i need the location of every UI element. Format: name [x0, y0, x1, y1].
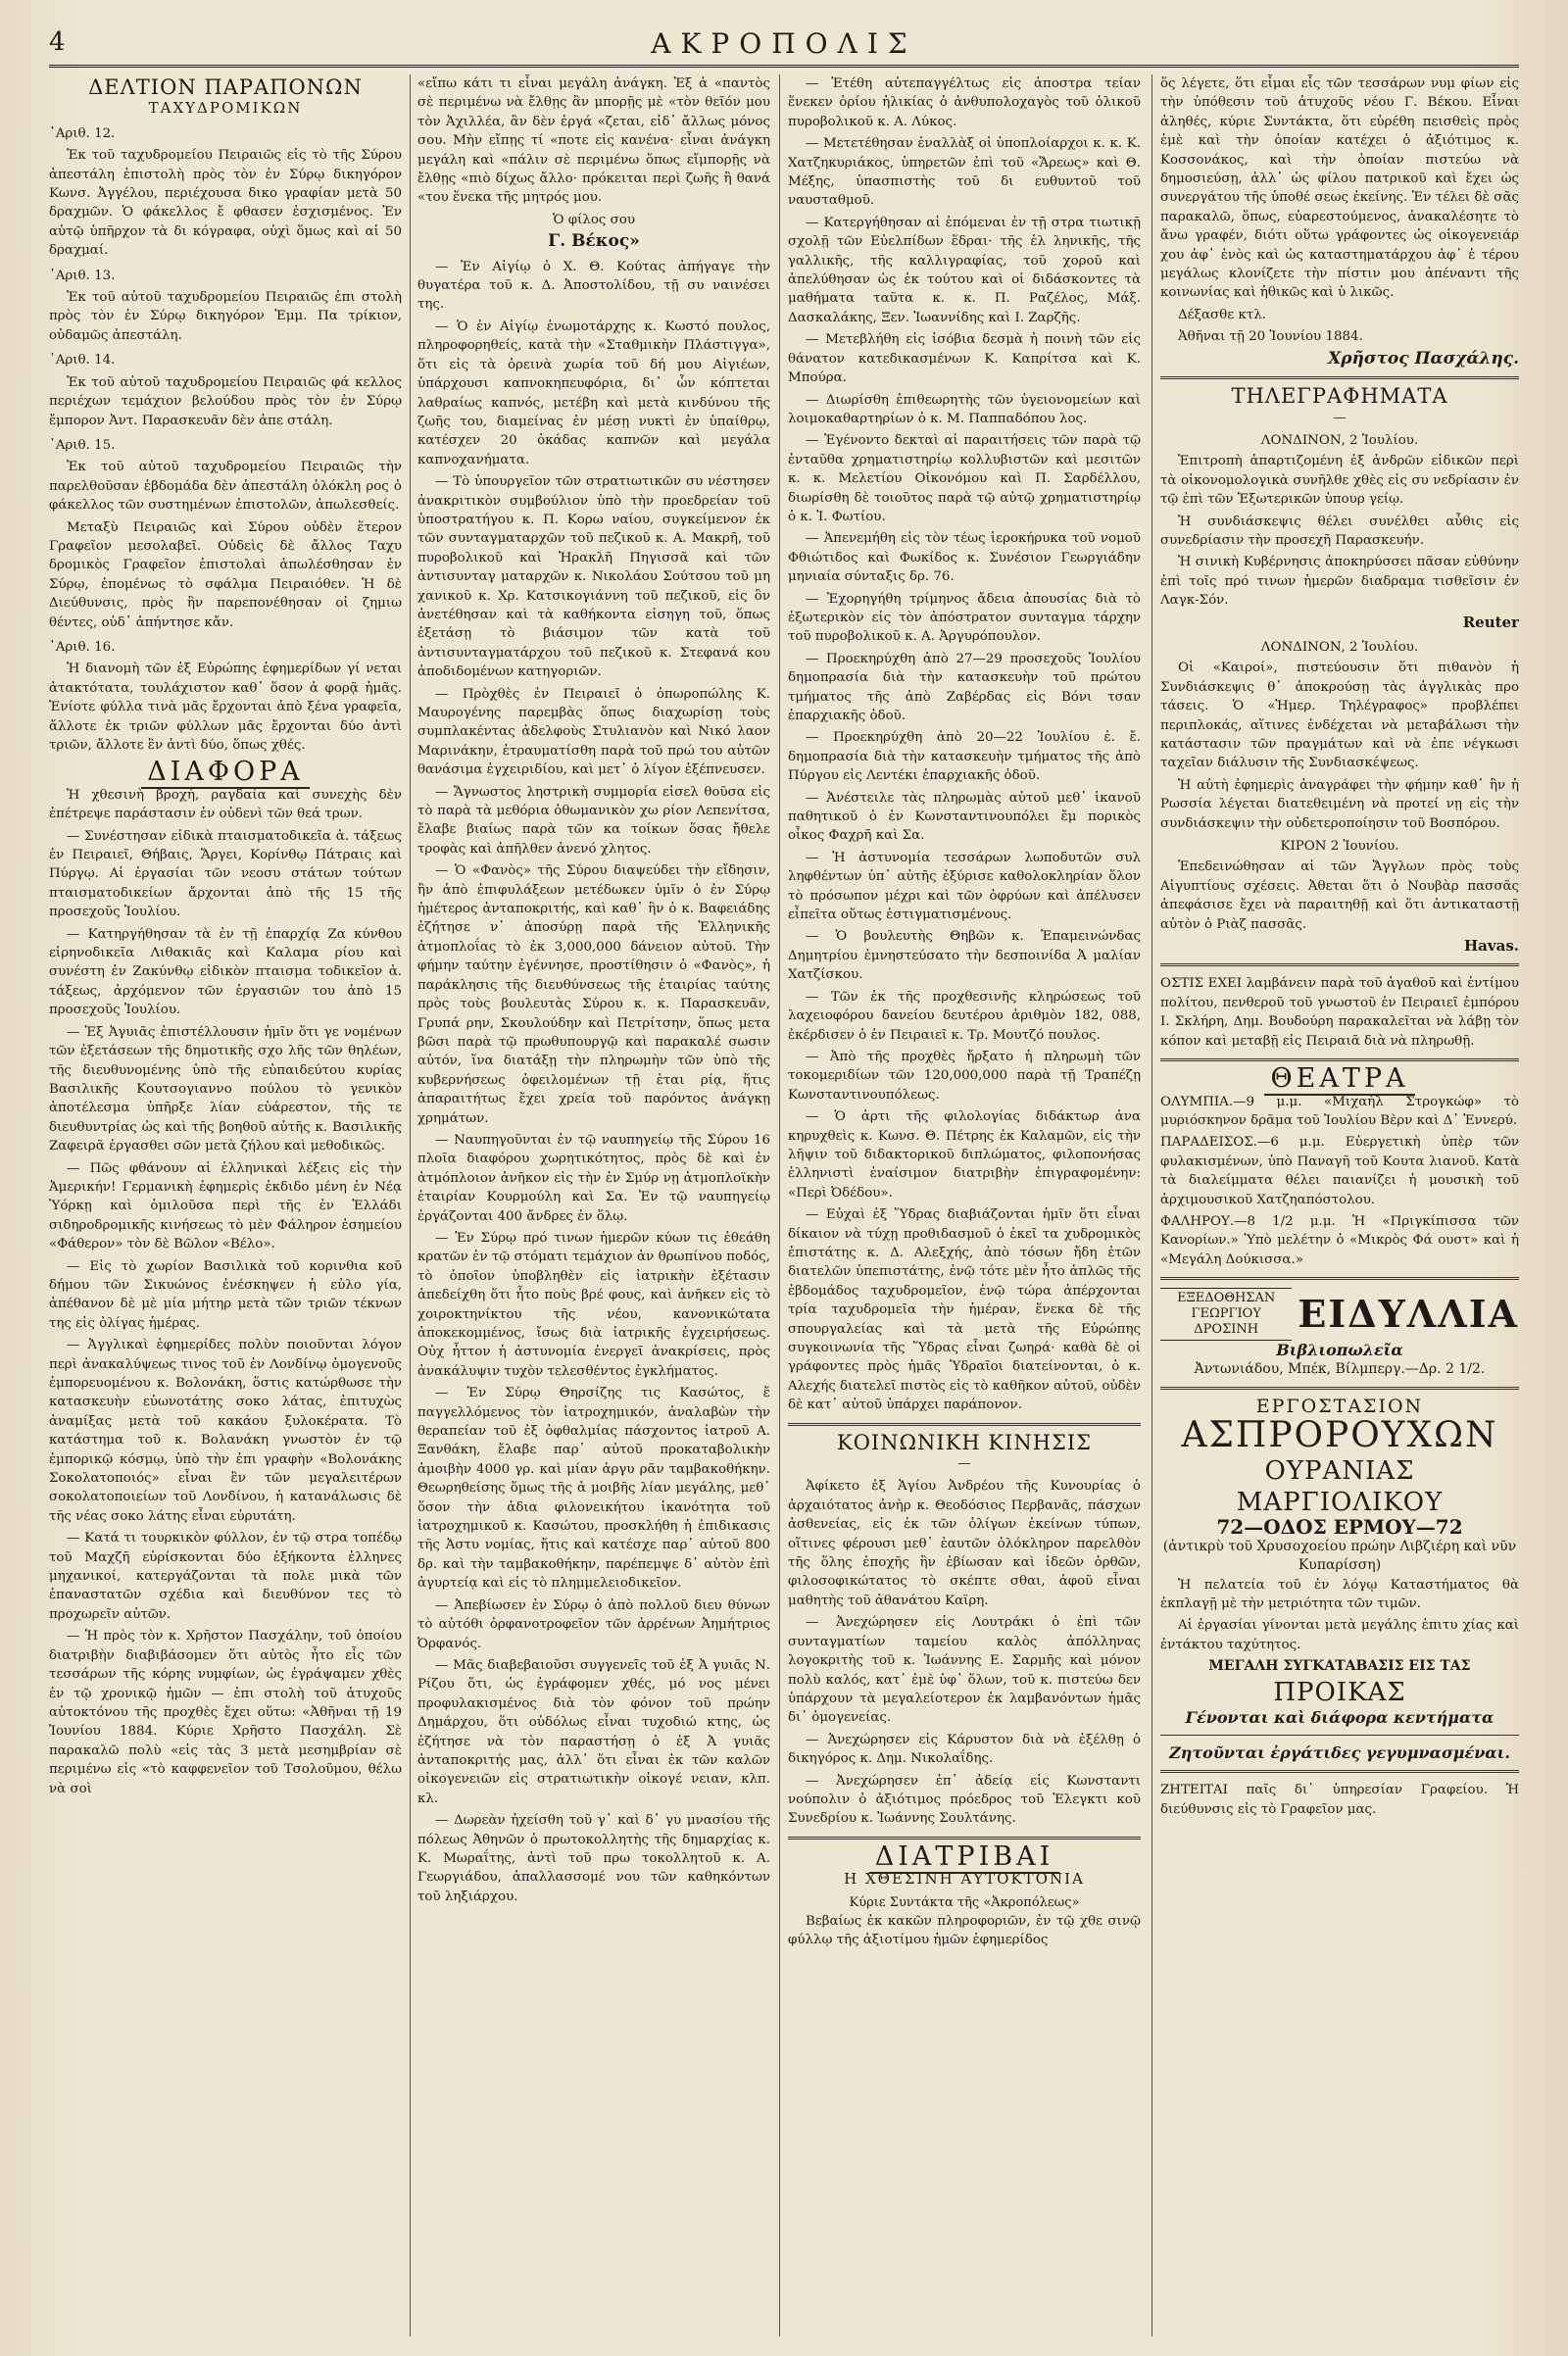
news-item: — Ὁ ἀρτι τῆς φιλολογίας διδάκτωρ ἀνα κηρυχθεὶς κ. Κωνσ. Θ. Πέτρης ἐκ Καλαμῶν, εἰς τὴν λῆψιν τοῦ διδακτορικοῦ διπλώματος, φιλοπονήσας ἑλληνιστὶ ἐναίσιμον διατριβὴν ἐπιγραφομένην: «Περὶ Ὀδέδου».: [788, 1109, 1141, 1201]
section-rule: [1160, 963, 1519, 966]
column-divider: [410, 74, 411, 2336]
social-item: — Ἀνεχώρησεν εἰς Κάρυστον διὰ νὰ ἐξέλθῃ ὁ δικηγόρος κ. Δημ. Νικολαΐδης.: [788, 1732, 1141, 1767]
telegram-text: Ἡ αὐτὴ ἐφημερὶς ἀναγράφει τὴν φήμην καθ᾿ ἣν ἡ Ρωσσία λέγεται διατεθειμένη νὰ προτεί νῃ εἰς τὴν συνδιάσκεψιν τὴν οὐδετεροποίησιν τοῦ Βοσπόρου.: [1160, 777, 1519, 831]
top-rule: [49, 65, 1519, 72]
telegraph-heading: ΤΗΛΕΓΡΑΦΗΜΑΤΑ: [1231, 384, 1448, 409]
news-item: — Ἐχορηγήθη τρίμηνος ἄδεια ἀπουσίας διὰ τὸ ἐξωτερικὸν εἰς τὸν ἀπόστρατον συνταγμα τάρχην τοῦ πυροβολικοῦ κ. Α. Ἀργυρόπουλον.: [788, 591, 1141, 645]
news-item: — Κατά τι τουρκικὸν φύλλον, ἐν τῷ στρα τοπέδῳ τοῦ Μαχζῆ εὑρίσκονται δύο ἑξήκοντα ἑλληνες μηχανικοί, κατεργάζονται τὰ πολε μικὰ τῶν ἐπαναστατῶν σχέδια καὶ διευθύνον τες τὸ προχωρεῖν αὐτῶν.: [49, 1531, 402, 1622]
theatre-listing: ΟΛΥΜΠΙΑ.—9 μ.μ. «Μιχαὴλ Στρογκώφ» τὸ μυριόσκηνον δρᾶμα τοῦ Ἰουλίου Βὲρν καὶ Δ᾿ Ἐννερύ.: [1160, 1094, 1519, 1128]
factory-advertisement: [1160, 1395, 1519, 1763]
column-2: [417, 74, 770, 2336]
theatre-heading: ΘΕΑΤΡΑ: [1160, 1069, 1519, 1088]
diatribai-text: Βεβαίως ἐκ κακῶν πληροφοριῶν, ἐν τῷ χθε σινῷ φύλλῳ τῆς ἀξιοτίμου ἡμῶν ἐφημερίδος: [788, 1913, 1141, 1948]
column-3: [788, 74, 1141, 2336]
diatribai-heading: ΔΙΑΤΡΙΒΑΙ: [788, 1847, 1141, 1866]
telegram-dateline: ΛΟΝΔΙΝΟΝ, 2 Ἰουλίου.: [1260, 639, 1419, 655]
news-item: — Ἐν Σύρῳ πρό τινων ἡμερῶν κύων τις ἐθεάθη κρατῶν ἐν τῷ στόματι τεμάχιον ἀν θρωπίνου ποδός, τὸ ὁποῖον ὑποβληθὲν εἰς ἰατρικὴν ἐξέτασιν ἀπεδείχθη ὅτι ἦτο ποὺς βρέ φους, καὶ ἀνῆκεν εἰς τὸ χοιροκτηνίκτου τῆς νέου, κανονικώτατα ἀποκεκομμένος, ἴσως διὰ ἰατρικῆς ἐγχειρήσεως. Οὐχ ἧττον ἡ ἀστυνομία ἐνεργεῖ ἀνακρίσεις, πρὸς ἀνακάλυψιν τυχὸν τελεσθέντος ἐγκλήματος.: [417, 1230, 770, 1379]
news-item: — Ὁ βουλευτὴς Θηβῶν κ. Ἐπαμεινώνδας Δημητρίου ἐμνηστεύσατο τὴν δεσποινίδα Ἀ μαλίαν Χατζίσκου.: [788, 929, 1141, 983]
wanted-notice: ΖΗΤΕΙΤΑΙ παῖς δι᾿ ὑπηρεσίαν Γραφείου. Ἡ διεύθυνσις εἰς τὸ Γραφεῖον μας.: [1160, 1783, 1519, 1817]
news-item: — Τῶν ἐκ τῆς προχθεσινῆς κληρώσεως τοῦ λαχειοφόρου δανείου δευτέρου ἀριθμὸν 182, 088, ἐκέρδισεν ὁ ἐν Πειραιεῖ κ. Τρ. Μουτζό πουλος.: [788, 989, 1141, 1043]
diatribai-addressee: Κύριε Συντάκτα τῆς «Ἀκροπόλεως»: [849, 1894, 1080, 1910]
news-item: — Ἐγένοντο δεκταὶ αἱ παραιτήσεις τῶν παρὰ τῷ ἐνταῦθα χρηματιστηρίῳ κολλυβιστῶν καὶ μεσιτῶν κ. κ. Μελετίου Οἰκονόμου καὶ Π. Σαρδέλλου, διωρίσθη δὲ τοιοῦτος παρὰ τῷ αὐτῷ χρηματιστηρίῳ ὁ κ. Ἰ. Φωτίου.: [788, 433, 1141, 524]
complaint-text: Ἐκ τοῦ ταχυδρομείου Πειραιῶς εἰς τὸ τῆς Σύρου ἀπεστάλη ἐπιστολὴ πρὸς τὸν ἐν Σύρῳ δικηγόρον Κωνσ. Ἀγγέλου, περιέχουσα δικο γραφίαν μετὰ 50 δραχμῶν. Ὁ φάκελλος ἔ φθασεν ἐσχισμένος. Ἐν αὐτῷ ὑπῆρχον τὰ δι κόγραφα, οὐχὶ ὅμως καὶ αἱ 50 δραχμαί.: [49, 148, 402, 259]
news-item: — Ἐτέθη αὐτεπαγγέλτως εἰς ἀποστρα τείαν ἕνεκεν ὁρίου ἡλικίας ὁ ἀνθυπολοχαγὸς τοῦ ὁλικοῦ πυροβολικοῦ κ. Α. Λύκος.: [788, 76, 1141, 129]
news-item: — Πῶς φθάνουν αἱ ἑλληνικαὶ λέξεις εἰς τὴν Ἀμερικήν! Γερμανικὴ ἐφημερὶς ἐκδιδο μένη ἐν Νέᾳ Ὑόρκῃ καὶ ὁμιλοῦσα περὶ τῆς ἐν Ἑλλάδι σιδηροδρομικῆς κινήσεως τὸ μὲν Φάληρον ἐσημείου «Φάθερον» τὸν δὲ Βῶλον «Βέλο».: [49, 1160, 402, 1252]
news-item: — Ἀπὸ τῆς προχθὲς ἤρξατο ἡ πληρωμὴ τῶν τοκομεριδίων τῶν 120,000,000 παρὰ τῇ Τραπέζῃ Κωνσταντινουπόλεως.: [788, 1049, 1141, 1103]
news-item: — Ἀγγλικαὶ ἐφημερίδες πολὺν ποιοῦνται λόγον περὶ ἀνακαλύψεως τινος τοῦ ἐν Λονδίνῳ ὁμογενοῦς ἐμπορευομένου κ. Βολονάκη, ὅστις κατώρθωσε τὴν κατασκευὴν εὐωνοτάτης σοκο λάτας, ἐπιτυχὼς ἀναμίξας μετὰ τοῦ κακάου ξυλοκέρατα. Τὸ κατάστημα τοῦ κ. Βολανάκη γνωστὸν ἐν τῷ ἐμπορικῷ κόσμῳ, ὑπὸ τὴν ἐπι γραφὴν «Βολονάκης Σοκολατοποιός» εἶναι ἓν τῶν μεγαλειτέρων σοκολατοποιείων τοῦ Λονδίνου, ἡ κατανάλωσις δὲ τῆς νέας σοκο λάτης εἶναι εὐρυτάτη.: [49, 1338, 402, 1524]
letter-date: Ἀθῆναι τῇ 20 Ἰουνίου 1884.: [1178, 329, 1363, 345]
news-item: — Μετεβλήθη εἰς ἰσόβια δεσμὰ ἡ ποινὴ τῶν εἰς θάνατον κατεδικασμένων Κ. Καπρίτσα καὶ Κ. Μπούρα.: [788, 332, 1141, 386]
dash-ornament: —: [957, 1456, 971, 1472]
factory-ad-text2: Αἱ ἐργασίαι γίνονται μετὰ μεγάλης ἐπιτυ χίας καὶ ἐντάκτου ταχύτητος.: [1160, 1618, 1519, 1652]
section-rule: [788, 1837, 1141, 1840]
news-item: — Διωρίσθη ἐπιθεωρητὴς τῶν ὑγειονομείων καὶ λοιμοκαθαρτηρίων ὁ κ. Μ. Παππαδόπου λος.: [788, 392, 1141, 426]
section-rule: [788, 1423, 1141, 1426]
letter-closing: Ὁ φίλος σου: [552, 212, 636, 227]
publisher-ad-title: ΕΙΔΥΛΛΙΑ: [1298, 1292, 1519, 1337]
complaint-number: ᾿Αριθ. 13.: [49, 268, 116, 283]
factory-ad-line2: ΑΣΠΡΟΡΟΥΧΩΝ: [1181, 1415, 1498, 1456]
publisher-advertisement: [1160, 1288, 1519, 1379]
news-item: — Μᾶς διαβεβαιοῦσι συγγενεῖς τοῦ ἐξ Ἀ γυιᾶς Ν. Ρίζου ὅτι, ὡς ἐγράφομεν χθές, μό νος μένει προφυλακισμένος διὰ τὸν φόνον τοῦ πρώην Δημάρχου, ὅτι οὐδόλως εἶναι τυχοδιώ κτης, ὡς ἐζήτησε νὰ τὸν παραστήσῃ ὁ ἐξ Ἀ γυιᾶς ἀνταποκριτής μας, ἀλλ᾿ ὅτι εἶναι ἐκ τῶν καλῶν οἰκογενειῶν εἰς στρατιωτικὴν οἰκογέ νειαν, κλπ. κλ.: [417, 1657, 770, 1806]
theatre-listing: ΦΑΛΗΡΟΥ.—8 1/2 μ.μ. Ἡ «Πριγκίπισσα τῶν Κανορίων.» Ὑπὸ μελέτην ὁ «Μικρὸς Φά ουστ» καὶ ἡ «Μεγάλη Δούκισσα.»: [1160, 1213, 1519, 1267]
complaint-number: ᾿Αριθ. 14.: [49, 353, 116, 368]
column-divider: [779, 74, 780, 2336]
telegram-text: Ἐπιτροπὴ ἀπαρτιζομένη ἐξ ἀνδρῶν εἰδικῶν περὶ τὰ οἰκονομολογικὰ συνῆλθε χθὲς εἰς συ νεδρίασιν ἐν τῷ ἐπὶ τῶν Ἐξωτερικῶν ὑπουρ γείῳ.: [1160, 454, 1519, 508]
letter-text: «εἴπω κάτι τι εἶναι μεγάλη ἀνάγκη. Ἐξ ἀ «παντὸς σὲ περιμένω νὰ ἔλθῃς ἂν μπορῇς μὲ «τὸν θεῖόν μου τὸν Ἀχιλλέα, ἂν δὲν ἐργά «ζεται, εἰδ᾿ ἄλλως μόνος σου. Μὴν εἴπῃς τί «ποτε εἰς κανένα· εἶναι ἀνάγκη μεγάλη καὶ «πάλιν σὲ περιμένω ὅπως εἴμπορῇς νὰ ἔλθῃς «πιὸ δίχως ἄλλο· πρόκειται περὶ ζωῆς ἢ θανά «του ἕνεκα τῆς μητρός μου.: [417, 76, 770, 206]
factory-ad-line4: ΜΕΓΑΛΗ ΣΥΓΚΑΤΑΒΑΣΙΣ ΕΙΣ ΤΑΣ: [1208, 1658, 1471, 1675]
telegram-text: Ἐπεδεινώθησαν αἱ τῶν Ἄγγλων πρὸς τοὺς Αἰγυπτίους σχέσεις. Ἀθεται ὅτι ὁ Νουβὰρ πασσᾶς ἀπεφάσισε ἔχει νὰ παραιτηθῇ καὶ ὅτι ἀντικαταστῇ αὐτὸν ὁ Ριὰζ πασσᾶς.: [1160, 859, 1519, 932]
letter-text: ὅς λέγετε, ὅτι εἶμαι εἷς τῶν τεσσάρων νυμ φίων εἰς τὴν ὑπόθεσιν τοῦ ἀτυχοῦς νέου Γ. Βέκου. Εἶναι ἀληθές, κύριε Συντάκτα, ὅτι εὑρέθη πεισθεὶς πρὸς ἐμὲ καὶ τὴν ὁποίαν κατέχει ὁ ἀξιότιμος κ. Κοσσονάκος, καὶ τὴν ὁποίαν πιστεύω νὰ δημοσιεύσῃ, ἀλλ᾿ ὡς φίλου πατρικοῦ καὶ ἔχει ὡς συνεργάτου τῆς ὑποθέ σεως ἐκείνης. Ἐν τέλει δὲ σᾶς παρακαλῶ, ὅπως, εὐαρεστούμενος, ἀνακαλέσητε τὸ ἄνω γραφέν, διότι οὕτω γράφοντες ὡς οἰκογενειάρ χου ἀφ᾿ ἑνὸς καὶ ὡς καταστηματάρχου ἀφ᾿ ἑ τέρου μεγάλως κλονίζετε τὴν πίστιν μου ἀπέναντι τῆς κοινωνίας καὶ ἠθικῶς καὶ ὑ λικῶς.: [1160, 76, 1519, 301]
news-item: — Ὁ «Φανὸς» τῆς Σύρου διαψεύδει τὴν εἴδησιν, ἣν ἀπὸ ἐπιφυλάξεων μετέδωκεν ὑμῖν ὁ ἐν Σύρῳ ἡμέτερος ἀνταποκριτής, καὶ καθ᾿ ἣν ὁ κ. Βαφειάδης ἐζήτησε ν᾿ ἀποσύρῃ παρὰ τῆς Ἑλληνικῆς ἀτμοπλοΐας τὸ ἐκ 3,000,000 δάνειον αὐτοῦ. Τὴν φήμην ταύτην ἐγέννησε, προστίθησιν ὁ «Φανὸς», ἡ παράκλησις τῆς διευθύνσεως τῆς ἑταιρίας ταύτης πρὸς τοὺς βουλευτὰς Σύρου κ. κ. Παρασκευᾶν, Γρυπά ρην, Σκουλούδην καὶ Πετρίτσην, ὅπως μετα βῶσι παρὰ τῷ πρωθυπουργῷ καὶ παρακαλέ σωσιν αὐτόν, ἵνα διατάξῃ τὴν πληρωμὴν τῶν ὑπὸ τῆς κυβερνήσεως ὀφειλομένων τῇ ἑται ρίᾳ, ἥτις ἀπαραιτήτως ἔχει χρεία τοῦ παρόντος ἀνάγκῃ χρημάτων.: [417, 863, 770, 1126]
news-item: — Τὸ ὑπουργεῖον τῶν στρατιωτικῶν συ νέστησεν ἀνακριτικὸν συμβούλιον ὑπὸ τὴν προεδρείαν τοῦ ὑποστρατήγου κ. Π. Κορω ναίου, συγκείμενον ἐκ τῶν συνταγματαρχῶν τοῦ πεζικοῦ κ. Α. Μακρῆ, τοῦ πυροβολικοῦ καὶ Ἡρακλῆ Πηγισσᾶ καὶ τῶν ἀντισυνταγ ματαρχῶν κ. Νικολάου Σούτσου τοῦ μη χανικοῦ κ. Χρ. Κατσικογιάννη τοῦ πεζικοῦ, εἰς ὃν ἀνετέθησαν καὶ τὰ καθήκοντα εἰσηγη τοῦ, ὅπως ἐξετάσῃ τὸ βιάσιμον τῶν κατὰ τοῦ ἀντισυνταγματάρχου τοῦ πεζικοῦ κ. Στεφανά κου ἀποδιδομένων κατηγοριῶν.: [417, 474, 770, 680]
newspaper-title: ΑΚΡΟΠΟΛΙΣ: [651, 27, 917, 60]
news-item: — Κατεργήθησαν αἱ ἑπόμεναι ἐν τῇ στρα τιωτικῇ σχολῇ τῶν Εὐελπίδων ἕδραι· τῆς ἑλ ληνικῆς, τῆς γαλλικῆς, τῆς καλλιγραφίας, τοῦ χοροῦ καὶ ἀπελύθησαν ὡς ἐκ τούτου καὶ οἱ διδάσκοντες τὰ μαθήματα ταῦτα κ. κ. Π. Ραζέλος, Μάξ. Δασκαλάκης, Ξεν. Ἰωαννίδης καὶ Ι. Ζαρζῆς.: [788, 215, 1141, 325]
news-item: — Ἄγνωστος ληστρικὴ συμμορία εἰσελ θοῦσα εἰς τὸ παρὰ τὰ μεθόρια ὀθωμανικὸν χω ρίον Λεπενίτσα, ἔλαβε βιαίως παρὰ τῶν κα τοίκων ὅσας ἤθελε τροφὰς καὶ ἀπῆλθεν ἀνενό χλητος.: [417, 784, 770, 857]
telegram-text: Ἡ συνδιάσκεψις θέλει συνέλθει αὖθις εἰς συνεδρίασιν τὴν προσεχῆ Παρασκευήν.: [1160, 514, 1519, 548]
factory-ad-line1: ΕΡΓΟΣΤΑΣΙΟΝ: [1255, 1395, 1424, 1417]
masthead: [49, 27, 1519, 63]
telegram-source: Havas.: [1464, 937, 1519, 956]
theatre-listing: ΠΑΡΑΔΕΙΣΟΣ.—6 μ.μ. Εὐεργετικὴ ὑπὲρ τῶν φυλακισμένων, ὑπὸ Παναγῆ τοῦ Κουτα λιανοῦ. Κατὰ τὰ διαλείμματα θέλει παιανίζει ἡ μουσικὴ τοῦ ἀρχιμουσικοῦ Χατζηαπόστολου.: [1160, 1135, 1519, 1207]
diatribai-title: Η ΧΘΕΣΙΝΗ ΑΥΤΟΚΤΟΝΙΑ: [844, 1870, 1085, 1889]
factory-ad-line5: ΠΡΟΙΚΑΣ: [1273, 1677, 1406, 1707]
social-item: Ἀφίκετο ἐξ Ἁγίου Ἀνδρέου τῆς Κυνουρίας ὁ ἀρχαιότατος ἀνὴρ κ. Θεοδόσιος Περβανᾶς, πάσχων ἀσθενείας, εἰς ἐκ τῶν ὀλίγων ἐκείνων τύπων, οἵτινες φέρουσι μεθ᾿ ἑαυτῶν ὁλόκληρον παρελθὸν τῆς ὅλης ἐποχῆς ἣν ἐβίωσαν καὶ ἰδεῶν ὁρθῶν, φιλοσοφικώτατος τὸ σκέπτε σθαι, ἀφοῦ εἶναι μαθητὴς τοῦ ἀθανάτου Καϊρη.: [788, 1479, 1141, 1608]
telegram-text: Ἡ σινικὴ Κυβέρνησις ἀποκηρύσσει πᾶσαν εὐθύνην ἐπὶ τοῖς πρό τινων ἡμερῶν διαδραμα τισθεῖσιν ἐν Λαγκ-Σόν.: [1160, 555, 1519, 609]
news-item: — Μετετέθησαν ἐναλλὰξ οἱ ὑποπλοίαρχοι κ. κ. Κ. Χατζηκυριάκος, ὑπηρετῶν ἐπὶ τοῦ «Ἄρεως» καὶ Θ. Μέξης, ὑπασπιστὴς τοῦ δι ευθυντοῦ τοῦ ναυσταθμοῦ.: [788, 136, 1141, 209]
news-item: — Ὁ ἐν Αἰγίῳ ἐνωμοτάρχης κ. Κωστό πουλος, πληροφορηθείς, κατὰ τὴν «Σταθμικὴν Πλάστιγγα», ὅτι εἰς τὰ ὀρεινὰ χωρία τοῦ δή μου Αἰγιέων, ὑπάρχουσι καπνοκηπευφόρια, δι᾿ ὧν κόπτεται λαθραίως καπνός, μετέβη καὶ μετὰ κινδύνου τῆς ζωῆς του, διαμείνας ἐν μέσῃ νυκτὶ ἐν ὑπαίθρῳ, κατέσχεν 20 ὀκάδας καπνῶν καὶ μεγάλα καπνοχανήματα.: [417, 319, 770, 467]
social-item: — Ἀνεχώρησεν εἰς Λουτράκι ὁ ἐπὶ τῶν συνταγματίων ταμείου καλὸς ἀπόλληνας λογοκριτὴς τοῦ κ. Ἰωάννης Ε. Σαρμῆς καὶ μόνον πολὺ καλός, κατ᾿ ἐμὲ ὑφ᾿ ὅλων, τοῦ κ. πιστεύω δεν ὑπάρχουν τὰ μεγαλείοτερον ἐκ λαμβανόντων ἡμᾶς δι᾿ ὁμογενείας.: [788, 1615, 1141, 1726]
complaint-number: ᾿Αριθ. 12.: [49, 125, 116, 141]
news-item: — Προεκηρύχθη ἀπὸ 27—29 προσεχοῦς Ἰουλίου δημοπρασία διὰ τὴν κατασκευὴν τοῦ πρώτου τμήματος τῆς ἀπὸ Ζαβέρδας εἰς Βόνι τσαν ἐπαρχιακῆς ὁδοῦ.: [788, 651, 1141, 723]
dash-ornament: —: [1333, 410, 1347, 425]
complaint-text: Ἡ διανομὴ τῶν ἐξ Εὐρώπης ἐφημερίδων γί νεται ἀτακτότατα, τουλάχιστον καθ᾿ ὅσον ἀ φορᾷ ἡμᾶς. Ἐνίοτε φύλλα τινὰ μᾶς ἔρχονται ἀπὸ ξένα γραφεῖα, ἄλλοτε ἐκ τριῶν φύλλων μᾶς ἔρχονται δύο ἀντὶ τριῶν, ἄλλοτε ἓν ἀντὶ δύο, ὅπως χθές.: [49, 662, 402, 753]
factory-ad-address: 72—ΟΔΟΣ ΕΡΜΟΥ—72: [1216, 1515, 1463, 1540]
publisher-ad-shop: Βιβλιοπωλεῖα: [1276, 1341, 1403, 1360]
letter-signature: Χρῆστος Πασχάλης.: [1328, 348, 1519, 368]
complaint-number: ᾿Αριθ. 16.: [49, 639, 116, 655]
factory-ad-line7: Ζητοῦνται ἐργάτιδες γεγυμνασμέναι.: [1169, 1743, 1510, 1763]
factory-ad-line3: ΟΥΡΑΝΙΑΣ ΜΑΡΓΙΟΛΙΚΟΥ: [1236, 1456, 1444, 1518]
news-item: — Ἀνέστειλε τὰς πληρωμὰς αὐτοῦ μεθ᾿ ἱκανοῦ παθητικοῦ ὁ ἐν Κωνσταντινουπόλει ἔμ πορικὸς οἶκος Φαχρῆ καὶ Σα.: [788, 790, 1141, 844]
factory-ad-line6: Γένονται καὶ διάφορα κεντήματα: [1185, 1707, 1494, 1727]
news-item: — Δωρεὰν ἠχείσθη τοῦ γ᾿ καὶ δ᾿ γυ μνασίου τῆς πόλεως Ἀθηνῶν ὁ πρωτοκολλητὴς τῆς δημαρχίας κ. Κ. Μωραΐτης, ἀντὶ τοῦ πρω τοκολλητοῦ κ. Α. Γεωργιάδου, ἀπαλλασσομέ νου τῶν καθηκόντων τοῦ ληξιάρχου.: [417, 1813, 770, 1904]
factory-ad-text1: Ἡ πελατεία τοῦ ἐν λόγῳ Καταστήματος θὰ ἐκπλαγῇ μὲ τὴν μετριότητα τῶν τιμῶν.: [1160, 1577, 1519, 1611]
complaints-heading: ΔΕΛΤΙΟΝ ΠΑΡΑΠΟΝΩΝ: [88, 75, 363, 99]
publisher-ad-author: ΓΕΩΡΓΙΟΥ ΔΡΟΣΙΝΗ: [1191, 1306, 1261, 1338]
section-rule: [1160, 1387, 1519, 1390]
news-item: — Ναυπηγοῦνται ἐν τῷ ναυπηγείῳ τῆς Σύρου 16 πλοῖα διαφόρου χωρητικότητος, πρὸς δὲ καὶ ἐν ἀτμόπλοιον ἀνῆκον εἰς τὴν ἐν Σμύρ νῃ ἀτμοπλοϊκὴν ἑταιρίαν Κουρμούλη καὶ Σα. Ἐν τῷ ναυπηγείῳ ἐργάζονται 400 ἄνδρες ἐν ὅλῳ.: [417, 1132, 770, 1224]
telegram-text: Οἱ «Καιροί», πιστεύουσιν ὅτι πιθανὸν ἡ Συνδιάσκεψις θ᾿ ἀποκρούσῃ τὰς ἀγγλικὰς προ τάσεις. Ὁ «Ἡμερ. Τηλέγραφος» προβλέπει περιπλοκάς, αἵτινες ἐνδέχεται νὰ μεταβάλωσι τὴν κατάστασιν τῶν πραγμάτων καὶ νὰ ἐπε νέγκωσι ταχεῖαν διάλυσιν τῆς Συνδιασκέψεως.: [1160, 661, 1519, 771]
news-item: — Ἀπεβίωσεν ἐν Σύρῳ ὁ ἀπὸ πολλοῦ διευ θύνων τὸ αὐτόθι ὀρφανοτροφεῖον τῶν ἀρρένων Ἀημήτριος Ὀρφανός.: [417, 1597, 770, 1651]
section-rule: [1160, 1277, 1519, 1280]
telegram-dateline: ΚΙΡΟΝ 2 Ἰουνίου.: [1280, 839, 1399, 855]
factory-ad-address2: (ἀντικρὺ τοῦ Χρυσοχοείου πρώην Λιβζιέρη καὶ νῦν Κυπαρίσση): [1162, 1538, 1517, 1574]
news-item: — Εἰς τὸ χωρίον Βασιλικὰ τοῦ κορινθια κοῦ δήμου τῶν Σικυώνος ἐνέσκηψεν ἡ εὐλο γία, ἀπέθανον δὲ μὲ μία μήτηρ μετὰ τῶν τριῶν τέκνων της εἰς ὀλίγας ἡμέρας.: [49, 1258, 402, 1331]
publisher-ad-info: Ἀντωνιάδου, Μπέκ, Βίλμπεργ.—Δρ. 2 1/2.: [1194, 1360, 1486, 1377]
page-number: 4: [49, 27, 66, 57]
complaint-text: Ἐκ τοῦ αὐτοῦ ταχυδρομείου Πειραιῶς τὴν παρελθοῦσαν ἑβδομάδα δὲν ἀπεστάλη ὁλόκλη ρος ὁ φάκελλος τῶν συστημένων ἐπιστολῶν, ἀπωλεσθείς.: [49, 460, 402, 514]
news-item: — Πρὸχθὲς ἐν Πειραιεῖ ὁ ὀπωροπώλης Κ. Μαυρογένης παρεμβὰς ὅπως διαχωρίσῃ τοὺς συμπλακέντας ἀδελφοὺς Στυλιανὸν καὶ Νικό λαον Μαρινάκην, ἐτραυματίσθη παρὰ τοῦ πρώ του αὐτῶν θανάσιμα ἐγχειριδίου, καὶ μετ᾿ ὀ λίγον ἐξέπνευσεν.: [417, 686, 770, 778]
section-rule: [1160, 1770, 1519, 1773]
news-item: — Εὐχαὶ ἐξ Ὕδρας διαβιάζονται ἡμῖν ὅτι εἶναι δίκαιον νὰ τύχῃ προθιδασμοῦ ὁ ἐκεῖ τα χυδρομικὸς ἐπιστάτης κ. Δ. Αλεξχής, ἀπὸ τόσων ἤδη ἐτῶν διατελῶν ὑπεπιστάτης, ἐνῷ τότε μὲν ἦτο ἁπλῶς τῆς ἑβδομάδος ταχυδρομεῖον, ἐνῷ τώρα ἀπέρχονται τρία ταχυδρομεῖα τὴν ἡμέραν, ἕνεκα δὲ τῆς σπουργαλείας καὶ τὰ μετὰ τῆς Εὐρώπης συγκοινωνία τῆς Ὕδρας εἶναι ζωηρά· καθὰ δὲ οἱ γράφοντες πρὸς ἡμᾶς Ὑδραῖοι διατείνονται, ὁ κ. Αλεχής διατελεῖ πιστὸς εἰς τὸ καθῆκον αὐτοῦ, οὐδὲν δὲ κατ᾿ αὐτοῦ ὑπάρχει παράπονον.: [788, 1207, 1141, 1413]
complaints-subheading: ΤΑΧΥΔΡΟΜΙΚΩΝ: [148, 99, 303, 118]
complaint-text: Ἐκ τοῦ αὐτοῦ ταχυδρομείου Πειραιῶς φά κελλος περιέχων τεμάχιον βελούδου πρὸς τὸν ἐν Σύρῳ ἔμπορον Ἀντ. Παρασκευᾶν δὲν ἀπε στάλη.: [49, 374, 402, 428]
news-item: — Ἐν Αἰγίῳ ὁ Χ. Θ. Κούτας ἀπήγαγε τὴν θυγατέρα τοῦ κ. Δ. Ἀποστολίδου, τῇ συ ναινέσει της.: [417, 259, 770, 313]
complaint-text: Μεταξὺ Πειραιῶς καὶ Σύρου οὐδὲν ἕτερον Γραφεῖον μεσολαβεῖ. Οὐδεὶς δὲ ἄλλος Ταχυ δρομικὸς Γραφεῖον ἐπιστολαὶ ἀπωλέσθησαν ἐν Σύρῳ, ἐπομένως τὸ σφάλμα Πειραιόθεν. Ἡ δὲ Διεύθυνσις, πρὸς ἣν παρεπονέθησαν οἱ ζημιω θέντες, οὐδ᾿ ἀπήντησε κἄν.: [49, 519, 402, 630]
telegram-dateline: ΛΟΝΔΙΝΟΝ, 2 Ἰουλίου.: [1260, 432, 1419, 448]
news-item: — Ἡ ἀστυνομία τεσσάρων λωποδυτῶν συλ ληφθέντων ὑπ᾿ αὐτῆς ἐξύρισε καθολοκληρίαν ὅλον τὸ πρόσωπον μέχρι καὶ τῶν ὀφρύων καὶ ἀπέλυσεν εἶπεῖτα οὕτως ἐστιγματισμένους.: [788, 850, 1141, 923]
telegram-source: Reuter: [1462, 613, 1519, 631]
diafora-heading: ΔΙΑΦΟΡΑ: [49, 762, 402, 781]
section-rule: [1160, 376, 1519, 379]
column-4: [1160, 74, 1519, 2336]
news-item: Ἡ χθεσινὴ βροχή, ραγδαία καὶ συνεχὴς δὲν ἐπέτρεψε παράστασιν ἐν οὐδενὶ τῶν θεά τρων.: [49, 787, 402, 822]
news-item: — Ἡ πρὸς τὸν κ. Χρῆστον Πασχάλην, τοῦ ὁποίου διατριβὴν διαβιβάσομεν ὅτι αὐτὸς ἦτο εἷς τῶν τεσσάρων τῆς κόρης νυμφίων, ὡς ἐγράψαμεν χθὲς ἐν τῷ χρονικῷ ἡμῶν — ἐπι στολὴ τοῦ ἀτυχοῦς αὐτοκτόνου τῆς προχθὲς ἔχει οὕτω: «Ἀθῆναι τῇ 19 Ἰουνίου 1884. Κύριε Χρῆστο Πασχάλη. Σὲ παρακαλῶ πολὺ «εἰς τὰς 3 μετὰ μεσημβρίαν σὲ περιμένω εἰς «τὸ καφφενεῖον τοῦ Τσολοῦμου, θέλω νὰ σοὶ: [49, 1629, 402, 1796]
news-item: — Συνέστησαν εἰδικὰ πταισματοδικεῖα ἁ. τάξεως ἐν Πειραιεῖ, Θήβαις, Ἄργει, Κορίνθῳ Πάτραις καὶ Πύργῳ. Αἱ ἐργασίαι τῶν νεοσυ στάτων τούτων πταισματοδικείων ἄρχονται ἀπὸ τῆς 15 τῆς προσεχοῦς Ἰουλίου.: [49, 828, 402, 920]
lost-notice: ΟΣΤΙΣ ΕΧΕΙ λαμβάνειν παρὰ τοῦ ἀγαθοῦ καὶ ἐντίμου πολίτου, πενθεροῦ τοῦ γνωστοῦ ἐν Πειραιεῖ ἐμπόρου Ι. Σκλήρη, Δημ. Βουδούρη παρακαλεῖται νὰ λάβῃ τὸν κόπον καὶ μεταβῇ εἰς Πειραιᾶ διὰ νὰ πληρωθῇ.: [1160, 976, 1519, 1049]
social-heading: ΚΟΙΝΩΝΙΚΗ ΚΙΝΗΣΙΣ: [837, 1430, 1092, 1454]
letter-greeting: Δέξασθε κτλ.: [1178, 307, 1266, 322]
letter-signature: Γ. Βέκος»: [548, 231, 640, 252]
complaint-number: ᾿Αριθ. 15.: [49, 437, 116, 453]
news-item: — Ἐν Σύρῳ Θηρσίζης τις Κασώτος, ἔ παγγελλόμενος τὸν ἰατροχημικόν, ἀναλαβὼν τὴν θεραπείαν τοῦ ἐξ ὀφθαλμίας πάσχοντος ἰατροῦ Α. Ξανθάκη, ἔλαβε παρ᾿ αὐτοῦ προκαταβολικὴν ἀμοιβὴν 4000 γρ. καὶ μίαν ἀργυ ρᾶν ταμβακοθήκην. Θεωρηθείσης ὅμως τῆς ἀ μοιβῆς λίαν μεγάλης, μεθ᾿ ὅσον τὴν ἀδια φιλονεικήτου ἱκανότητα τοῦ ἰατροχημικοῦ κ. Κασώτου, προσκλήθη ἡ ἐπιδικασις τῆς Ἀστυ νομίας, ἥτις καὶ κατέσχε παρ᾿ αὐτοῦ 800 δρ. καὶ τὴν ταμβακοθήκην, παρέπεμψε δ᾿ αὐτὸν ἐπὶ ἀγυρτείᾳ καὶ εἰς τὸ πλημμελειοδικεῖον.: [417, 1386, 770, 1592]
section-rule: [1160, 1735, 1519, 1736]
news-item: — Κατηργήθησαν τὰ ἐν τῇ ἐπαρχίᾳ Ζα κύνθου εἰρηνοδικεῖα Λιθακιᾶς καὶ Καλαμα ρίου καὶ συνέστη ἐν Ζακύνθῳ εἰδικὸν πταισμα τοδικεῖον ἁ. τάξεως, ἀρχόμενον τῶν ἐργασιῶν του ἀπὸ 15 προσεχοῦς Ἰουλίου.: [49, 926, 402, 1018]
social-item: — Ἀνεχώρησεν ἐπ᾿ ἀδείᾳ εἰς Κωνσταντι νούπολιν ὁ ἀξιότιμος πρόεδρος τοῦ Ἐλεγκτι κοῦ Συνεδρίου κ. Ἰωάννης Σουλτάνης.: [788, 1773, 1141, 1827]
news-item: — Προεκηρύχθη ἀπὸ 20—22 Ἰουλίου ἐ. ἔ. δημοπρασία διὰ τὴν κατασκευὴν τμήματος τῆς ἀπὸ Πύργου εἰς Λεντέκι ἐπαρχιακῆς ὁδοῦ.: [788, 730, 1141, 784]
news-item: — Ἐξ Ἀγυιᾶς ἐπιστέλλουσιν ἡμῖν ὅτι γε νομένων τῶν ἐξετάσεων τῆς δημοτικῆς σχο λῆς τῶν θηλέων, τῆς διευθυνομένης ὑπὸ τῆς εὐπαιδεύτου κυρίας Βασιλικῆς Κουτσογιαννο πούλου τὸ γενικὸν ἀποτέλεσμα ὑπῆρξε λίαν εὐάρεστον, τῆς τε διευθυντρίας ὡς καὶ τῆς βοηθοῦ αὐτῆς κ. Βασιλικῆς Ζαφειρᾶ ἐργασθει σῶν μετὰ ζήλου καὶ μεθοδικῶς.: [49, 1024, 402, 1154]
column-1: [49, 74, 402, 2336]
news-item: — Ἀπενεμήθη εἰς τὸν τέως ἱεροκήρυκα τοῦ νομοῦ Φθιώτιδος καὶ Φωκίδος κ. Συνέσιον Γεωργιάδην μηνιαία σύνταξις δρ. 76.: [788, 531, 1141, 585]
publisher-ad-line1: ΕΞΕΔΟΘΗΣΑΝ: [1177, 1291, 1276, 1306]
section-rule: [1160, 1058, 1519, 1061]
complaint-text: Ἐκ τοῦ αὐτοῦ ταχυδρομείου Πειραιῶς ἐπι στολὴ πρὸς τὸν ἐν Σύρῳ δικηγόρον Ἐμμ. Πα τρίκιον, οὐδαμῶς ἀπεστάλη.: [49, 290, 402, 343]
